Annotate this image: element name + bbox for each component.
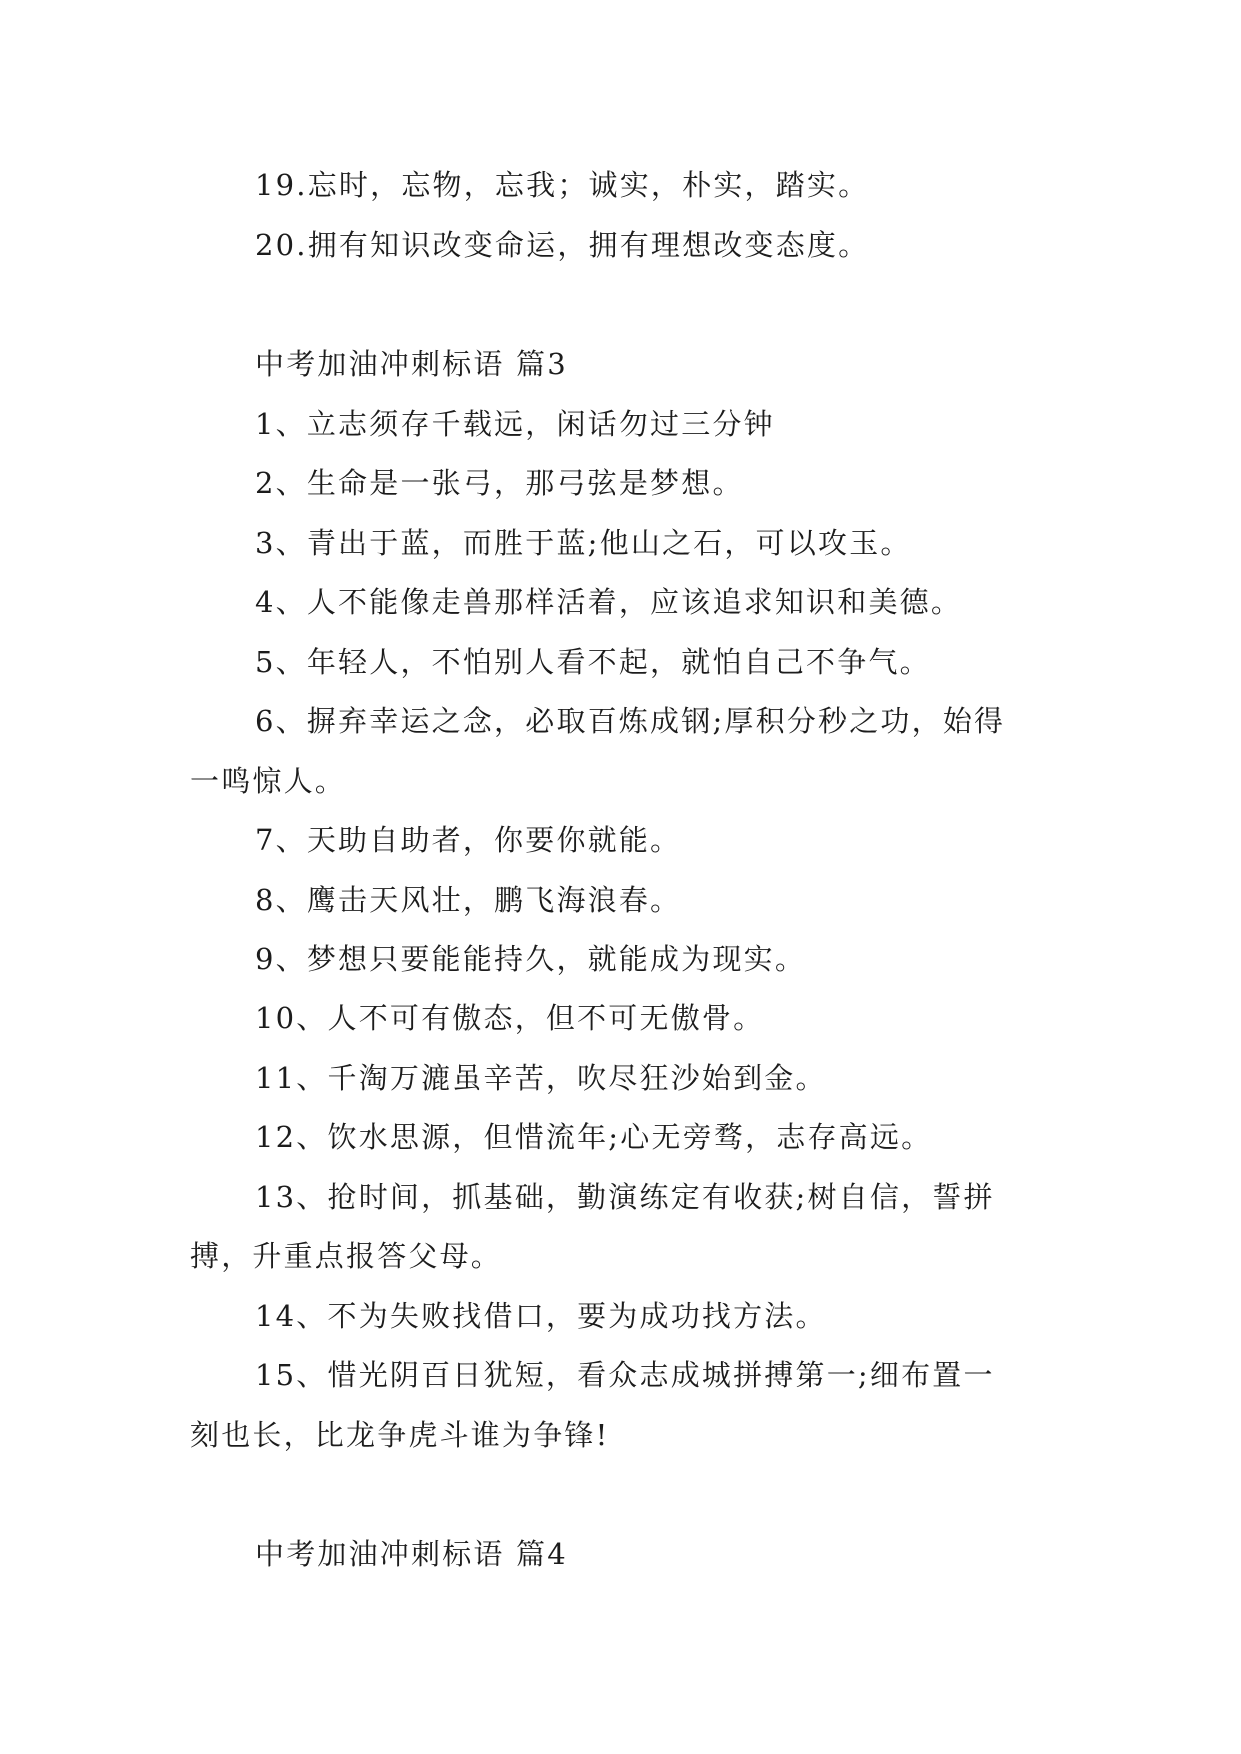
list-item: 19.忘时，忘物，忘我；诚实，朴实，踏实。	[255, 168, 870, 202]
list-item: 10、人不可有傲态，但不可无傲骨。	[255, 1001, 765, 1035]
list-item: 13、抢时间，抓基础，勤演练定有收获;树自信，誓拼	[255, 1180, 995, 1214]
list-item: 1、立志须存千载远，闲话勿过三分钟	[255, 407, 775, 441]
list-item-continuation: 搏，升重点报答父母。	[190, 1239, 503, 1273]
list-item: 8、鹰击天风壮，鹏飞海浪春。	[255, 883, 682, 917]
list-item: 11、千淘万漉虽辛苦，吹尽狂沙始到金。	[255, 1061, 827, 1095]
list-item: 3、青出于蓝，而胜于蓝;他山之石，可以攻玉。	[255, 526, 912, 560]
list-item-continuation: 一鸣惊人。	[190, 764, 347, 798]
list-item: 14、不为失败找借口，要为成功找方法。	[255, 1299, 827, 1333]
list-item: 6、摒弃幸运之念，必取百炼成钢;厚积分秒之功，始得	[255, 704, 1006, 738]
list-item: 7、天助自助者，你要你就能。	[255, 823, 682, 857]
list-item: 9、梦想只要能能持久，就能成为现实。	[255, 942, 807, 976]
list-item: 2、生命是一张弓，那弓弦是梦想。	[255, 466, 744, 500]
list-item: 4、人不能像走兽那样活着，应该追求知识和美德。	[255, 585, 963, 619]
list-item: 15、惜光阴百日犹短，看众志成城拼搏第一;细布置一	[255, 1358, 995, 1392]
section-heading: 中考加油冲刺标语 篇4	[255, 1537, 568, 1571]
section-heading: 中考加油冲刺标语 篇3	[255, 347, 568, 381]
list-item: 5、年轻人，不怕别人看不起，就怕自己不争气。	[255, 645, 931, 679]
list-item: 20.拥有知识改变命运，拥有理想改变态度。	[255, 228, 870, 262]
list-item: 12、饮水思源，但惜流年;心无旁骛，志存高远。	[255, 1120, 933, 1154]
list-item-continuation: 刻也长，比龙争虎斗谁为争锋!	[190, 1418, 610, 1452]
